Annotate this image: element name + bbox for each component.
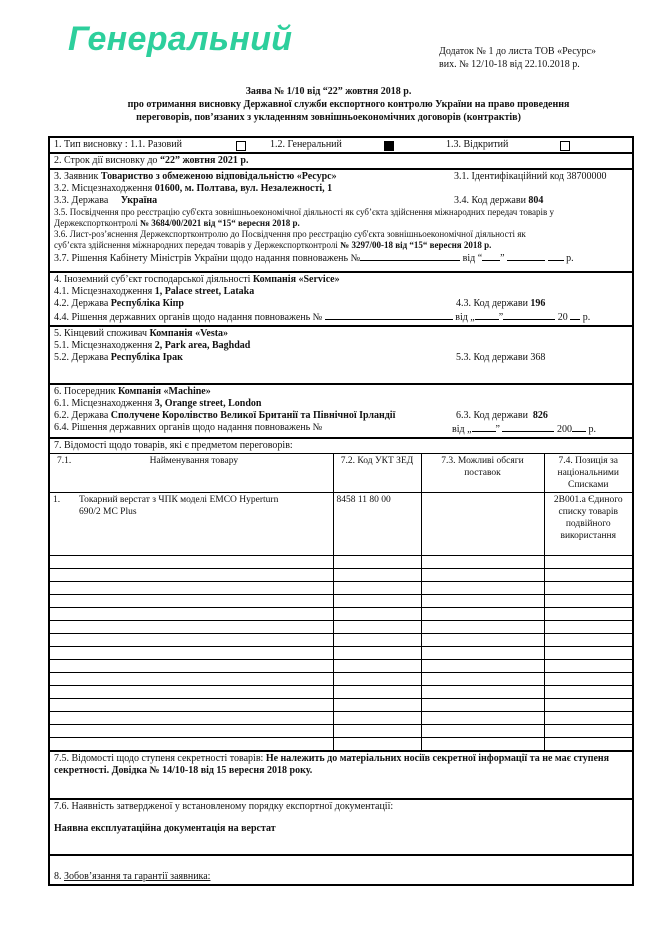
empty-cell[interactable] — [544, 712, 632, 725]
empty-cell[interactable] — [333, 686, 421, 699]
annex-line-2: вих. № 12/10-18 від 22.10.2018 р. — [439, 59, 580, 70]
goods-name: Токарний верстат з ЧПК моделі EMCO Hyperturn 690/2 MC Plus — [79, 495, 279, 517]
empty-cell[interactable] — [50, 738, 333, 751]
foreign-entity-label: 4. Іноземний суб’єкт господарської діяльності — [54, 274, 253, 285]
empty-cell[interactable] — [544, 556, 632, 569]
empty-cell[interactable] — [421, 647, 544, 660]
empty-cell[interactable] — [50, 569, 333, 582]
intermediary-decision-year-prefix: 200 — [556, 424, 572, 435]
empty-cell[interactable] — [421, 673, 544, 686]
section-goods-label: 7. Відомості щодо товарів, які є предметом переговорів: — [50, 439, 632, 454]
applicant-id — [454, 171, 607, 183]
empty-cell[interactable] — [421, 725, 544, 738]
end-user-code — [456, 352, 545, 364]
end-user-name: Компанія «Vesta» — [149, 328, 229, 339]
clarification-letter-label: 3.6. Лист-роз’яснення Держекспортконтролю до Посвідчення про реєстрацію суб'єкта зовнішньоекономічної діяльності як — [54, 229, 526, 239]
goods-table-header — [50, 454, 632, 493]
empty-cell[interactable] — [50, 582, 333, 595]
registration-certificate-label-2: Держекспортконтролі — [54, 218, 141, 228]
cabinet-decision-year-field[interactable] — [548, 251, 564, 261]
obligations-label: Зобов’язання та гарантії заявника: — [64, 871, 211, 882]
foreign-entity-address-label: 4.1. Місцезнаходження — [54, 286, 155, 297]
section-end-user — [50, 327, 632, 385]
applicant-state-code-value: 804 — [528, 195, 544, 206]
applicant-address-label: 3.2. Місцезнаходження — [54, 183, 155, 194]
export-docs-value: Наявна експлуатаційна документація на верстат — [54, 823, 276, 834]
empty-cell[interactable] — [50, 634, 333, 647]
cabinet-decision-day-field[interactable] — [482, 251, 500, 261]
table-row — [50, 660, 632, 673]
applicant-label: 3. Заявник — [54, 171, 101, 182]
empty-cell[interactable] — [333, 673, 421, 686]
applicant-id-label: 3.1. Ідентифікаційний код — [454, 171, 567, 182]
empty-cell[interactable] — [421, 660, 544, 673]
empty-cell[interactable] — [421, 595, 544, 608]
intermediary-decision-day-field[interactable] — [472, 422, 496, 432]
foreign-decision-day-field[interactable] — [475, 310, 499, 320]
table-row — [50, 725, 632, 738]
empty-cell[interactable] — [50, 686, 333, 699]
col-name-header — [50, 454, 333, 493]
intermediary-decision-month-field[interactable] — [502, 422, 554, 432]
heading-line-1: Заява № 1/10 від “22” жовтня 2018 р. — [245, 86, 412, 97]
foreign-entity-name: Компанія «Service» — [252, 274, 340, 285]
application-form — [48, 136, 634, 886]
table-row — [50, 686, 632, 699]
foreign-decision-year-suffix: р. — [582, 312, 591, 323]
table-row — [50, 738, 632, 751]
empty-cell[interactable] — [421, 569, 544, 582]
intermediary-decision-label: 6.4. Рішення державних органів щодо надання повноважень № — [54, 422, 323, 433]
empty-cell[interactable] — [421, 738, 544, 751]
empty-cell[interactable] — [333, 595, 421, 608]
empty-cell[interactable] — [333, 738, 421, 751]
obligations-number: 8. — [54, 871, 64, 882]
section-obligations — [50, 856, 632, 884]
empty-cell[interactable] — [544, 725, 632, 738]
intermediary-decision-year-field[interactable] — [572, 422, 586, 432]
empty-cell[interactable] — [50, 595, 333, 608]
intermediary-state: Сполучене Королівство Великої Британії та Північної Ірландії — [110, 410, 396, 421]
intermediary-name: Компанія «Machine» — [117, 386, 211, 397]
empty-cell[interactable] — [333, 569, 421, 582]
cabinet-decision-month-field[interactable] — [507, 251, 545, 261]
validity-label: 2. Строк дії висновку до — [54, 155, 160, 166]
foreign-entity-address: 1, Palace street, Lataka — [154, 286, 255, 297]
empty-cell[interactable] — [544, 582, 632, 595]
registration-certificate-label: 3.5. Посвідчення про реєстрацію суб'єкта зовнішньоекономічної діяльності як суб’єкта здійснення міжнародних передач товарів у — [54, 207, 555, 217]
empty-cell[interactable] — [544, 660, 632, 673]
empty-cell[interactable] — [50, 647, 333, 660]
quote-mark: ” — [498, 312, 504, 323]
quote-mark: ” — [500, 253, 505, 264]
empty-cell[interactable] — [421, 634, 544, 647]
end-user-address: 2, Park area, Baghdad — [154, 340, 251, 351]
checkbox-open[interactable] — [560, 141, 570, 151]
empty-cell[interactable] — [544, 608, 632, 621]
section-foreign-entity — [50, 273, 632, 327]
empty-cell[interactable] — [421, 699, 544, 712]
empty-cell[interactable] — [50, 725, 333, 738]
goods-volume-cell — [421, 493, 544, 556]
section-conclusion-type — [50, 138, 632, 154]
empty-cell[interactable] — [544, 686, 632, 699]
empty-cell[interactable] — [333, 608, 421, 621]
section-intermediary — [50, 385, 632, 439]
end-user-state-label: 5.2. Держава — [54, 352, 111, 363]
empty-cell[interactable] — [544, 673, 632, 686]
end-user-state: Республіка Ірак — [110, 352, 183, 363]
empty-cell[interactable] — [421, 582, 544, 595]
foreign-decision-label: 4.4. Рішення державних органів щодо надання повноважень № — [54, 312, 323, 323]
foreign-decision-year-prefix: 20 — [557, 312, 568, 323]
intermediary-code-value: 826 — [532, 410, 548, 421]
foreign-decision-number-field[interactable] — [325, 310, 453, 320]
table-row — [50, 634, 632, 647]
cabinet-decision-from: від “ — [462, 253, 483, 264]
foreign-decision-month-field[interactable] — [503, 310, 555, 320]
empty-cell[interactable] — [421, 608, 544, 621]
cabinet-decision-label: 3.7. Рішення Кабінету Міністрів України щодо надання повноважень № — [54, 253, 361, 264]
empty-cell[interactable] — [421, 556, 544, 569]
empty-cell[interactable] — [333, 712, 421, 725]
empty-cell[interactable] — [544, 595, 632, 608]
empty-cell[interactable] — [544, 647, 632, 660]
heading-line-2: про отримання висновку Державної служби експортного контролю України на право проведення — [127, 99, 570, 110]
type-general-label: 1.2. Генеральний — [270, 139, 342, 150]
empty-cell[interactable] — [50, 556, 333, 569]
table-row — [50, 493, 632, 556]
empty-rows — [50, 556, 632, 751]
empty-cell[interactable] — [333, 699, 421, 712]
goods-code-cell: 8458 11 80 00 — [333, 493, 421, 556]
table-row — [50, 712, 632, 725]
goods-row-number: 1. — [53, 495, 61, 505]
empty-cell[interactable] — [333, 634, 421, 647]
empty-cell[interactable] — [333, 660, 421, 673]
table-row — [50, 699, 632, 712]
table-row — [50, 569, 632, 582]
intermediary-state-label: 6.2. Держава — [54, 410, 111, 421]
table-row — [50, 621, 632, 634]
col-name-title: Найменування товару — [149, 456, 239, 466]
foreign-decision-from: від „ — [455, 312, 475, 323]
empty-cell[interactable] — [421, 686, 544, 699]
type-open-label: 1.3. Відкритий — [446, 139, 509, 150]
applicant-address: 01600, м. Полтава, вул. Незалежності, 1 — [154, 183, 333, 194]
foreign-entity-code-value: 196 — [530, 298, 546, 309]
end-user-code-value: 368 — [530, 352, 546, 363]
registration-certificate-number: № 3684/00/2021 від “15“ вересня 2018 р. — [140, 218, 300, 228]
empty-cell[interactable] — [50, 621, 333, 634]
empty-cell[interactable] — [333, 556, 421, 569]
empty-cell[interactable] — [421, 621, 544, 634]
validity-value: “22” жовтня 2021 р. — [159, 155, 249, 166]
empty-cell[interactable] — [544, 634, 632, 647]
empty-cell[interactable] — [544, 569, 632, 582]
foreign-entity-code-label: 4.3. Код держави — [456, 298, 531, 309]
section-secrecy — [50, 752, 632, 800]
goods-position-cell: 2B001.a Єдиного списку товарів подвійного використання — [544, 493, 632, 556]
checkbox-general[interactable] — [384, 141, 394, 151]
end-user-label: 5. Кінцевий споживач — [54, 328, 150, 339]
intermediary-address: 3, Orange street, London — [154, 398, 262, 409]
applicant-state-code-label: 3.4. Код держави — [454, 195, 529, 206]
table-row — [50, 608, 632, 621]
table-row — [50, 595, 632, 608]
empty-cell[interactable] — [333, 582, 421, 595]
section-export-docs — [50, 800, 632, 856]
table-row — [50, 673, 632, 686]
secrecy-value: Не належить до матеріальних носіїв секретної інформації та не має ступеня секретності. Довідка № 14/10-18 від 15 вересня 2018 року. — [54, 753, 610, 776]
foreign-entity-state-label: 4.2. Держава — [54, 298, 111, 309]
empty-cell[interactable] — [50, 608, 333, 621]
foreign-entity-state: Республіка Кіпр — [110, 298, 184, 309]
heading-line-3: переговорів, пов’язаних з укладенням зовнішньоекономічних договорів (контрактів) — [136, 112, 521, 123]
goods-table — [50, 454, 632, 751]
end-user-code-label: 5.3. Код держави — [456, 352, 531, 363]
intermediary-label: 6. Посередник — [54, 386, 118, 397]
empty-cell[interactable] — [544, 738, 632, 751]
cabinet-decision-year-suffix: р. — [566, 253, 574, 264]
intermediary-code-label: 6.3. Код держави — [456, 410, 533, 421]
foreign-entity-code — [456, 298, 545, 310]
cabinet-decision-number-field[interactable] — [360, 251, 460, 261]
table-row — [50, 556, 632, 569]
empty-cell[interactable] — [544, 699, 632, 712]
annex-reference — [439, 45, 596, 71]
applicant-name: Товариство з обмеженою відповідальністю «Ресурс» — [100, 171, 337, 182]
goods-name-cell — [50, 493, 333, 556]
empty-cell[interactable] — [333, 647, 421, 660]
col-position-header: 7.4. Позиція за національними Списками — [544, 454, 632, 493]
goods-table-wrap — [50, 454, 632, 752]
end-user-address-label: 5.1. Місцезнаходження — [54, 340, 155, 351]
empty-cell[interactable] — [50, 673, 333, 686]
intermediary-decision-year-suffix: р. — [588, 424, 596, 435]
intermediary-address-label: 6.1. Місцезнаходження — [54, 398, 155, 409]
empty-cell[interactable] — [544, 621, 632, 634]
checkbox-one-time[interactable] — [236, 141, 246, 151]
col-code-header: 7.2. Код УКТ ЗЕД — [333, 454, 421, 493]
applicant-state-code — [454, 195, 543, 207]
clarification-letter-label-2: суб’єкта здійснення міжнародних передач товарів у Держекспортконтролі — [54, 240, 341, 250]
empty-cell[interactable] — [333, 725, 421, 738]
export-docs-label: 7.6. Наявність затвердженої у встановленому порядку експортної документації: — [54, 801, 394, 812]
applicant-state-label: 3.3. Держава — [54, 195, 121, 206]
secrecy-label: 7.5. Відомості щодо ступеня секретності товарів: — [54, 753, 266, 764]
section-validity — [50, 154, 632, 170]
section-applicant — [50, 170, 632, 273]
document-type-stamp: Генеральний — [68, 20, 293, 58]
table-row — [50, 647, 632, 660]
intermediary-code — [456, 410, 548, 422]
quote-mark: ” — [495, 424, 500, 435]
foreign-decision-year-field[interactable] — [570, 310, 580, 320]
empty-cell[interactable] — [421, 712, 544, 725]
col-name-number: 7.1. — [57, 456, 72, 466]
applicant-id-value: 38700000 — [566, 171, 607, 182]
clarification-letter-number: № 3297/00-18 від “15“ вересня 2018 р. — [340, 240, 492, 250]
annex-line-1: Додаток № 1 до листа ТОВ «Ресурс» — [439, 46, 596, 57]
empty-cell[interactable] — [333, 621, 421, 634]
applicant-state: Україна — [120, 195, 158, 206]
intermediary-decision-from: від „ — [452, 424, 472, 435]
empty-cell[interactable] — [50, 699, 333, 712]
document-heading — [0, 85, 657, 124]
empty-cell[interactable] — [50, 660, 333, 673]
empty-cell[interactable] — [50, 712, 333, 725]
table-row — [50, 582, 632, 595]
type-one-time-label: 1. Тип висновку : 1.1. Разовий — [54, 139, 182, 150]
col-volume-header: 7.3. Можливі обсяги поставок — [421, 454, 544, 493]
